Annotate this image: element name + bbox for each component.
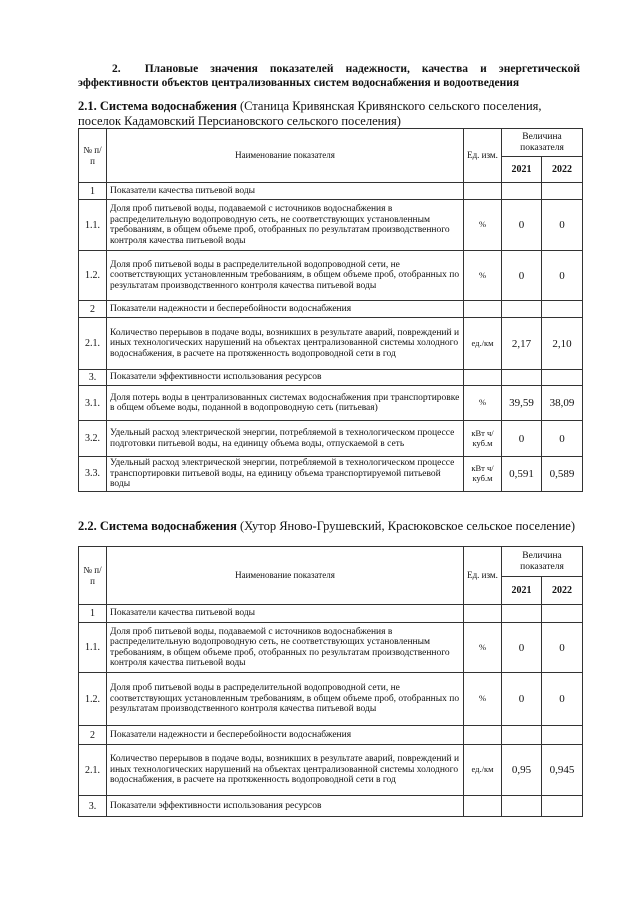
indicator-name: Показатели эффективности использования ресурсов [107, 796, 464, 817]
table-row [79, 200, 583, 251]
section-title-2-1 [78, 99, 578, 129]
unit-cell [464, 796, 502, 817]
value-2022 [542, 183, 583, 200]
indicator-name: Показатели надежности и бесперебойности водоснабжения [107, 301, 464, 318]
unit-cell: % [464, 673, 502, 726]
section-title-rest: (Станица Кривянская Кривянского сельского поселения, поселок Кадамовский Персиановского сельского поселения) [78, 99, 542, 128]
value-2021 [502, 183, 542, 200]
table-row [79, 370, 583, 386]
value-2022: 0 [542, 673, 583, 726]
row-number: 3.2. [79, 421, 107, 457]
indicator-name: Количество перерывов в подаче воды, возникших в результате аварий, повреждений и иных технологических нарушений на объектах централизованной системы холодного водоснабжения, в расчете на протяженность водопроводной сети в год [107, 745, 464, 796]
header-unit: Ед. изм. [464, 129, 502, 183]
header-year-2021: 2021 [502, 577, 542, 605]
unit-cell: ед./км [464, 745, 502, 796]
row-number: 1.1. [79, 623, 107, 673]
value-2022: 0 [542, 421, 583, 457]
row-number: 2.1. [79, 745, 107, 796]
section-title-bold: 2.2. Система водоснабжения [78, 519, 237, 533]
table-row [79, 605, 583, 623]
value-2022: 38,09 [542, 386, 583, 421]
indicator-name: Доля потерь воды в централизованных системах водоснабжения при транспортировке в общем объеме воды, поданной в водопроводную сеть (питьевая) [107, 386, 464, 421]
value-2021: 0 [502, 623, 542, 673]
value-2021 [502, 726, 542, 745]
header-name: Наименование показателя [107, 547, 464, 605]
unit-cell [464, 370, 502, 386]
unit-cell [464, 183, 502, 200]
value-2021: 39,59 [502, 386, 542, 421]
value-2021: 2,17 [502, 318, 542, 370]
row-number: 3.1. [79, 386, 107, 421]
value-2022 [542, 301, 583, 318]
row-number: 2 [79, 301, 107, 318]
table-row [79, 745, 583, 796]
table-row [79, 457, 583, 492]
value-2022: 2,10 [542, 318, 583, 370]
value-2021: 0,95 [502, 745, 542, 796]
indicator-name: Доля проб питьевой воды, подаваемой с источников водоснабжения в распределительную водопроводную сеть, не соответствующих установленным требованиям, в общем объеме проб, отобранных по результатам производственного контроля качества питьевой воды [107, 623, 464, 673]
table-row [79, 623, 583, 673]
page-heading [78, 63, 580, 90]
value-2021: 0 [502, 251, 542, 301]
value-2022: 0 [542, 251, 583, 301]
unit-cell: % [464, 386, 502, 421]
table-row [79, 386, 583, 421]
value-2022 [542, 370, 583, 386]
value-2022: 0 [542, 200, 583, 251]
header-value: Величина показателя [502, 129, 583, 157]
value-2022: 0,945 [542, 745, 583, 796]
row-number: 1.1. [79, 200, 107, 251]
header-num: № п/п [79, 129, 107, 183]
table-row [79, 301, 583, 318]
value-2022: 0,589 [542, 457, 583, 492]
section-title-rest: (Хутор Яново-Грушевский, Красюковское сельское поселение) [236, 519, 575, 533]
header-year-2022: 2022 [542, 157, 583, 183]
value-2021 [502, 301, 542, 318]
indicator-name: Доля проб питьевой воды, подаваемой с источников водоснабжения в распределительную водопроводную сеть, не соответствующих установленным требованиям, в общем объеме проб, отобранных по результатам производственного контроля качества питьевой воды [107, 200, 464, 251]
header-num: № п/п [79, 547, 107, 605]
indicator-name: Удельный расход электрической энергии, потребляемой в технологическом процессе транспортировки питьевой воды, на единицу объема транспортируемой питьевой воды [107, 457, 464, 492]
table-row [79, 673, 583, 726]
indicator-name: Показатели качества питьевой воды [107, 605, 464, 623]
indicator-name: Показатели качества питьевой воды [107, 183, 464, 200]
table-row [79, 251, 583, 301]
unit-cell: ед./км [464, 318, 502, 370]
row-number: 3. [79, 796, 107, 817]
value-2022 [542, 605, 583, 623]
table-row [79, 183, 583, 200]
header-year-2022: 2022 [542, 577, 583, 605]
unit-cell [464, 605, 502, 623]
indicators-table-2-1 [78, 128, 583, 492]
header-value: Величина показателя [502, 547, 583, 577]
value-2021: 0 [502, 200, 542, 251]
value-2022 [542, 726, 583, 745]
value-2021 [502, 370, 542, 386]
header-year-2021: 2021 [502, 157, 542, 183]
value-2022 [542, 796, 583, 817]
row-number: 2.1. [79, 318, 107, 370]
value-2021 [502, 796, 542, 817]
value-2021 [502, 605, 542, 623]
unit-cell [464, 726, 502, 745]
section-title-bold: 2.1. Система водоснабжения [78, 99, 237, 113]
heading-number: 2. [112, 63, 121, 75]
row-number: 1.2. [79, 673, 107, 726]
indicator-name: Доля проб питьевой воды в распределительной водопроводной сети, не соответствующих установленным требованиям, в общем объеме проб, отобранных по результатам производственного контроля качества питьевой воды [107, 673, 464, 726]
table-row [79, 726, 583, 745]
indicator-name: Доля проб питьевой воды в распределительной водопроводной сети, не соответствующих установленным требованиям, в общем объеме проб, отобранных по результатам производственного контроля качества питьевой воды [107, 251, 464, 301]
table-row [79, 796, 583, 817]
heading-text: Плановые значения показателей надежности, качества и энергетической эффективности объектов централизованных систем водоснабжения и водоотведения [78, 63, 581, 89]
row-number: 2 [79, 726, 107, 745]
value-2021: 0 [502, 673, 542, 726]
section-title-2-2 [78, 519, 578, 534]
unit-cell: % [464, 200, 502, 251]
row-number: 1 [79, 605, 107, 623]
indicators-table-2-2 [78, 546, 583, 817]
unit-cell: % [464, 623, 502, 673]
value-2021: 0,591 [502, 457, 542, 492]
unit-cell [464, 301, 502, 318]
table-row [79, 318, 583, 370]
value-2022: 0 [542, 623, 583, 673]
row-number: 1.2. [79, 251, 107, 301]
unit-cell: % [464, 251, 502, 301]
indicator-name: Показатели эффективности использования ресурсов [107, 370, 464, 386]
value-2021: 0 [502, 421, 542, 457]
table-row [79, 421, 583, 457]
header-unit: Ед. изм. [464, 547, 502, 605]
unit-cell: кВт ч/куб.м [464, 457, 502, 492]
row-number: 3. [79, 370, 107, 386]
header-name: Наименование показателя [107, 129, 464, 183]
indicator-name: Количество перерывов в подаче воды, возникших в результате аварий, повреждений и иных технологических нарушений на объектах централизованной системы холодного водоснабжения, в расчете на протяженность водопроводной сети в год [107, 318, 464, 370]
row-number: 3.3. [79, 457, 107, 492]
indicator-name: Удельный расход электрической энергии, потребляемой в технологическом процессе подготовки питьевой воды, на единицу объема воды, отпускаемой в сеть [107, 421, 464, 457]
row-number: 1 [79, 183, 107, 200]
indicator-name: Показатели надежности и бесперебойности водоснабжения [107, 726, 464, 745]
unit-cell: кВт ч/куб.м [464, 421, 502, 457]
